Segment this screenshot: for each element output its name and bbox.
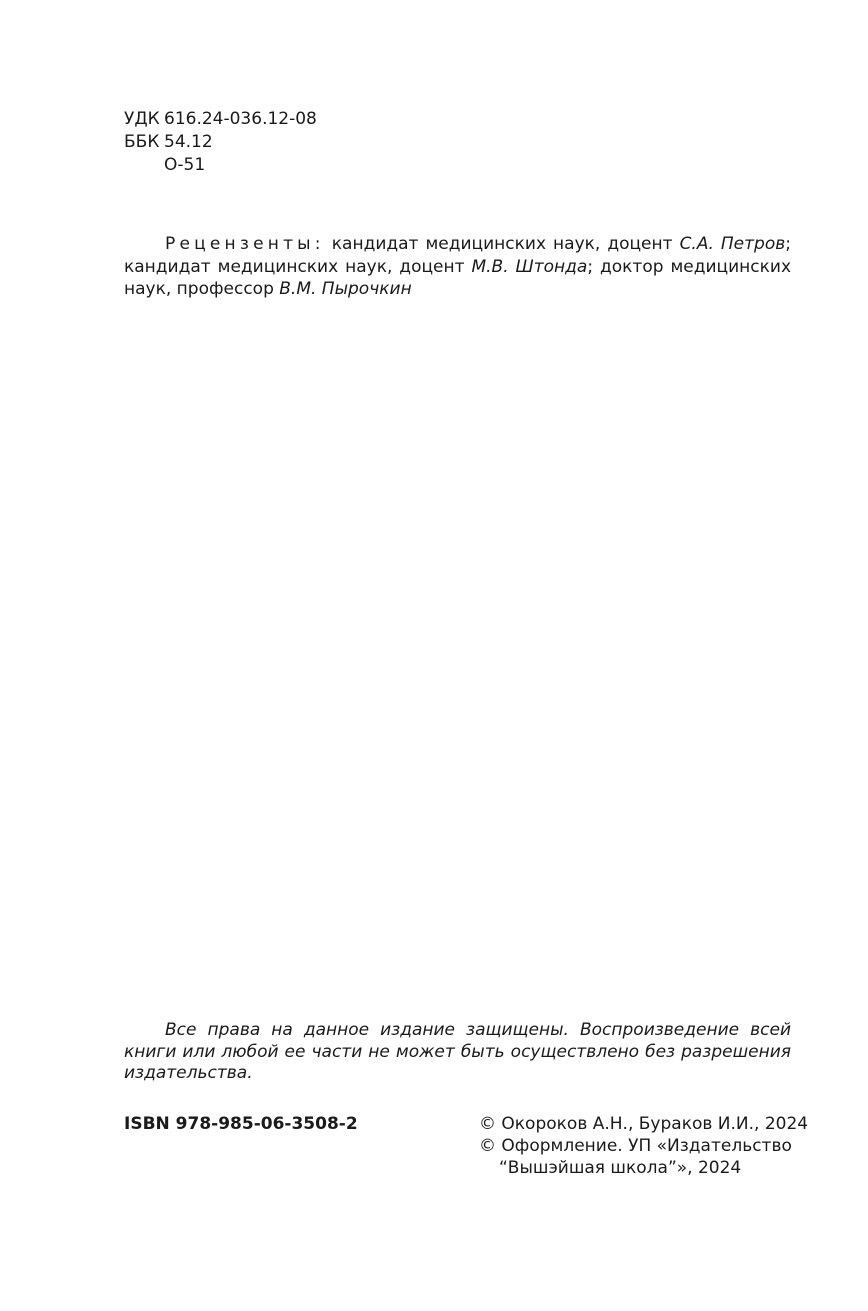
bbk-label: ББК: [124, 132, 160, 152]
copyright-design: © Оформление. УП «Издательство: [479, 1136, 792, 1156]
author-mark-row: [124, 154, 205, 176]
isbn: ISBN 978-985-06-3508-2: [124, 1114, 358, 1134]
reviewer-1-name: С.А. Петров: [679, 234, 786, 254]
udc-label: УДК: [124, 109, 160, 129]
reviewer-3-name: В.М. Пырочкин: [279, 279, 412, 299]
reviewers-heading: Рецензенты:: [165, 234, 325, 254]
author-mark: О-51: [164, 155, 206, 175]
copyright-block: [479, 1113, 809, 1179]
reviewer-2-title: ; кандидат медицинских наук, доцент: [124, 234, 791, 277]
copyright-authors: © Окороков А.Н., Бураков И.И., 2024: [479, 1114, 809, 1134]
bbk-row: [124, 131, 213, 153]
reviewer-2-name: М.В. Штонда: [471, 256, 588, 277]
udc-value: 616.24-036.12-08: [164, 109, 317, 129]
reviewers-paragraph: [124, 233, 791, 301]
rights-notice: Все права на данное издание защищены. Воспроизведение всей книги или любой ее части не может быть осуществлено без разрешения издательства.: [124, 1020, 791, 1083]
udc-row: [124, 108, 317, 130]
reviewer-3-title: ; доктор медицинских наук, профессор: [124, 256, 792, 299]
reviewer-1-title: кандидат медицинских наук, доцент: [331, 234, 680, 254]
bbk-value: 54.12: [164, 132, 213, 152]
copyright-publisher: “Вышэйшая школа”», 2024: [499, 1158, 742, 1178]
